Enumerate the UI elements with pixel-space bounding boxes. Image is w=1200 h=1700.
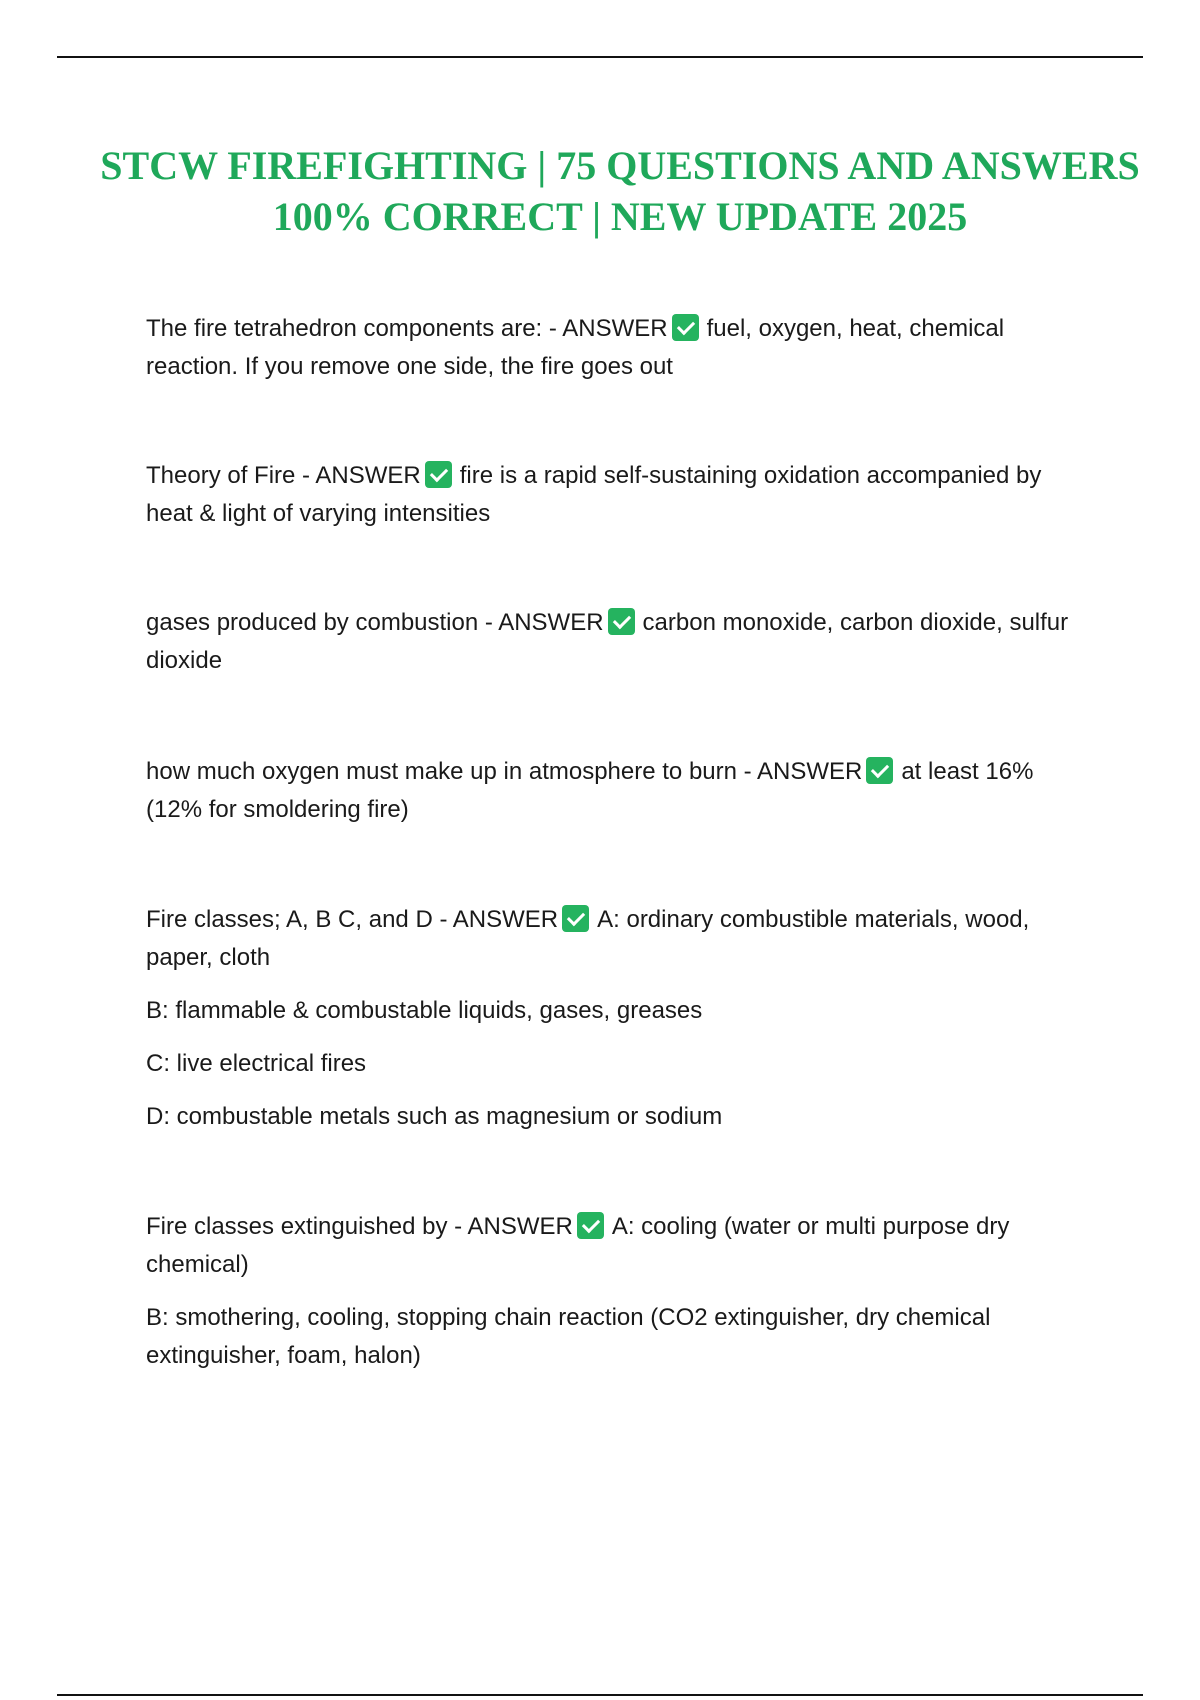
qa-item: [146, 901, 1086, 1136]
qa-item: [146, 604, 1086, 680]
qa-paragraph: [146, 310, 1086, 386]
answer-line-b: B: flammable & combustable liquids, gases, greases: [146, 997, 703, 1024]
answer-text: carbon monoxide, carbon dioxide, sulfur dioxide: [146, 609, 1069, 674]
answer-line-c: C: live electrical fires: [146, 1050, 367, 1077]
green-checkmark-icon: [577, 1212, 604, 1239]
question-text: Fire classes; A, B C, and D - ANSWER: [146, 906, 559, 933]
qa-item: [146, 1208, 1086, 1375]
answer-text: A: ordinary combustible materials, wood, paper, cloth: [146, 906, 1030, 971]
question-text: Fire classes extinguished by - ANSWER: [146, 1213, 573, 1240]
answer-text: fire is a rapid self-sustaining oxidation accompanied by heat & light of varying intensities: [146, 462, 1042, 527]
answer-line-b: B: smothering, cooling, stopping chain reaction (CO2 extinguisher, dry chemical extinguisher, foam, halon): [146, 1304, 991, 1369]
question-text: Theory of Fire - ANSWER: [146, 462, 421, 489]
qa-item: [146, 753, 1086, 829]
answer-text: fuel, oxygen, heat, chemical reaction. If you remove one side, the fire goes out: [146, 315, 1005, 380]
bottom-rule: [57, 1694, 1143, 1696]
top-rule: [57, 56, 1143, 58]
question-text: The fire tetrahedron components are: - ANSWER: [146, 315, 668, 342]
green-checkmark-icon: [425, 461, 452, 488]
green-checkmark-icon: [608, 608, 635, 635]
question-text: gases produced by combustion - ANSWER: [146, 609, 604, 636]
green-checkmark-icon: [672, 314, 699, 341]
green-checkmark-icon: [562, 905, 589, 932]
answer-text: at least 16% (12% for smoldering fire): [146, 758, 1034, 823]
qa-item: [146, 310, 1086, 386]
answer-text: A: cooling (water or multi purpose dry chemical): [146, 1213, 1010, 1278]
green-checkmark-icon: [866, 757, 893, 784]
document-title: STCW FIREFIGHTING | 75 QUESTIONS AND ANSWERS 100% CORRECT | NEW UPDATE 2025: [100, 143, 1140, 239]
answer-line-d: D: combustable metals such as magnesium or sodium: [146, 1103, 723, 1130]
question-text: how much oxygen must make up in atmosphere to burn - ANSWER: [146, 758, 863, 785]
qa-paragraph: [146, 901, 1086, 977]
qa-paragraph: [146, 1208, 1086, 1284]
qa-item: [146, 457, 1086, 533]
qa-paragraph: [146, 604, 1086, 680]
qa-paragraph: [146, 753, 1086, 829]
qa-paragraph: [146, 457, 1086, 533]
